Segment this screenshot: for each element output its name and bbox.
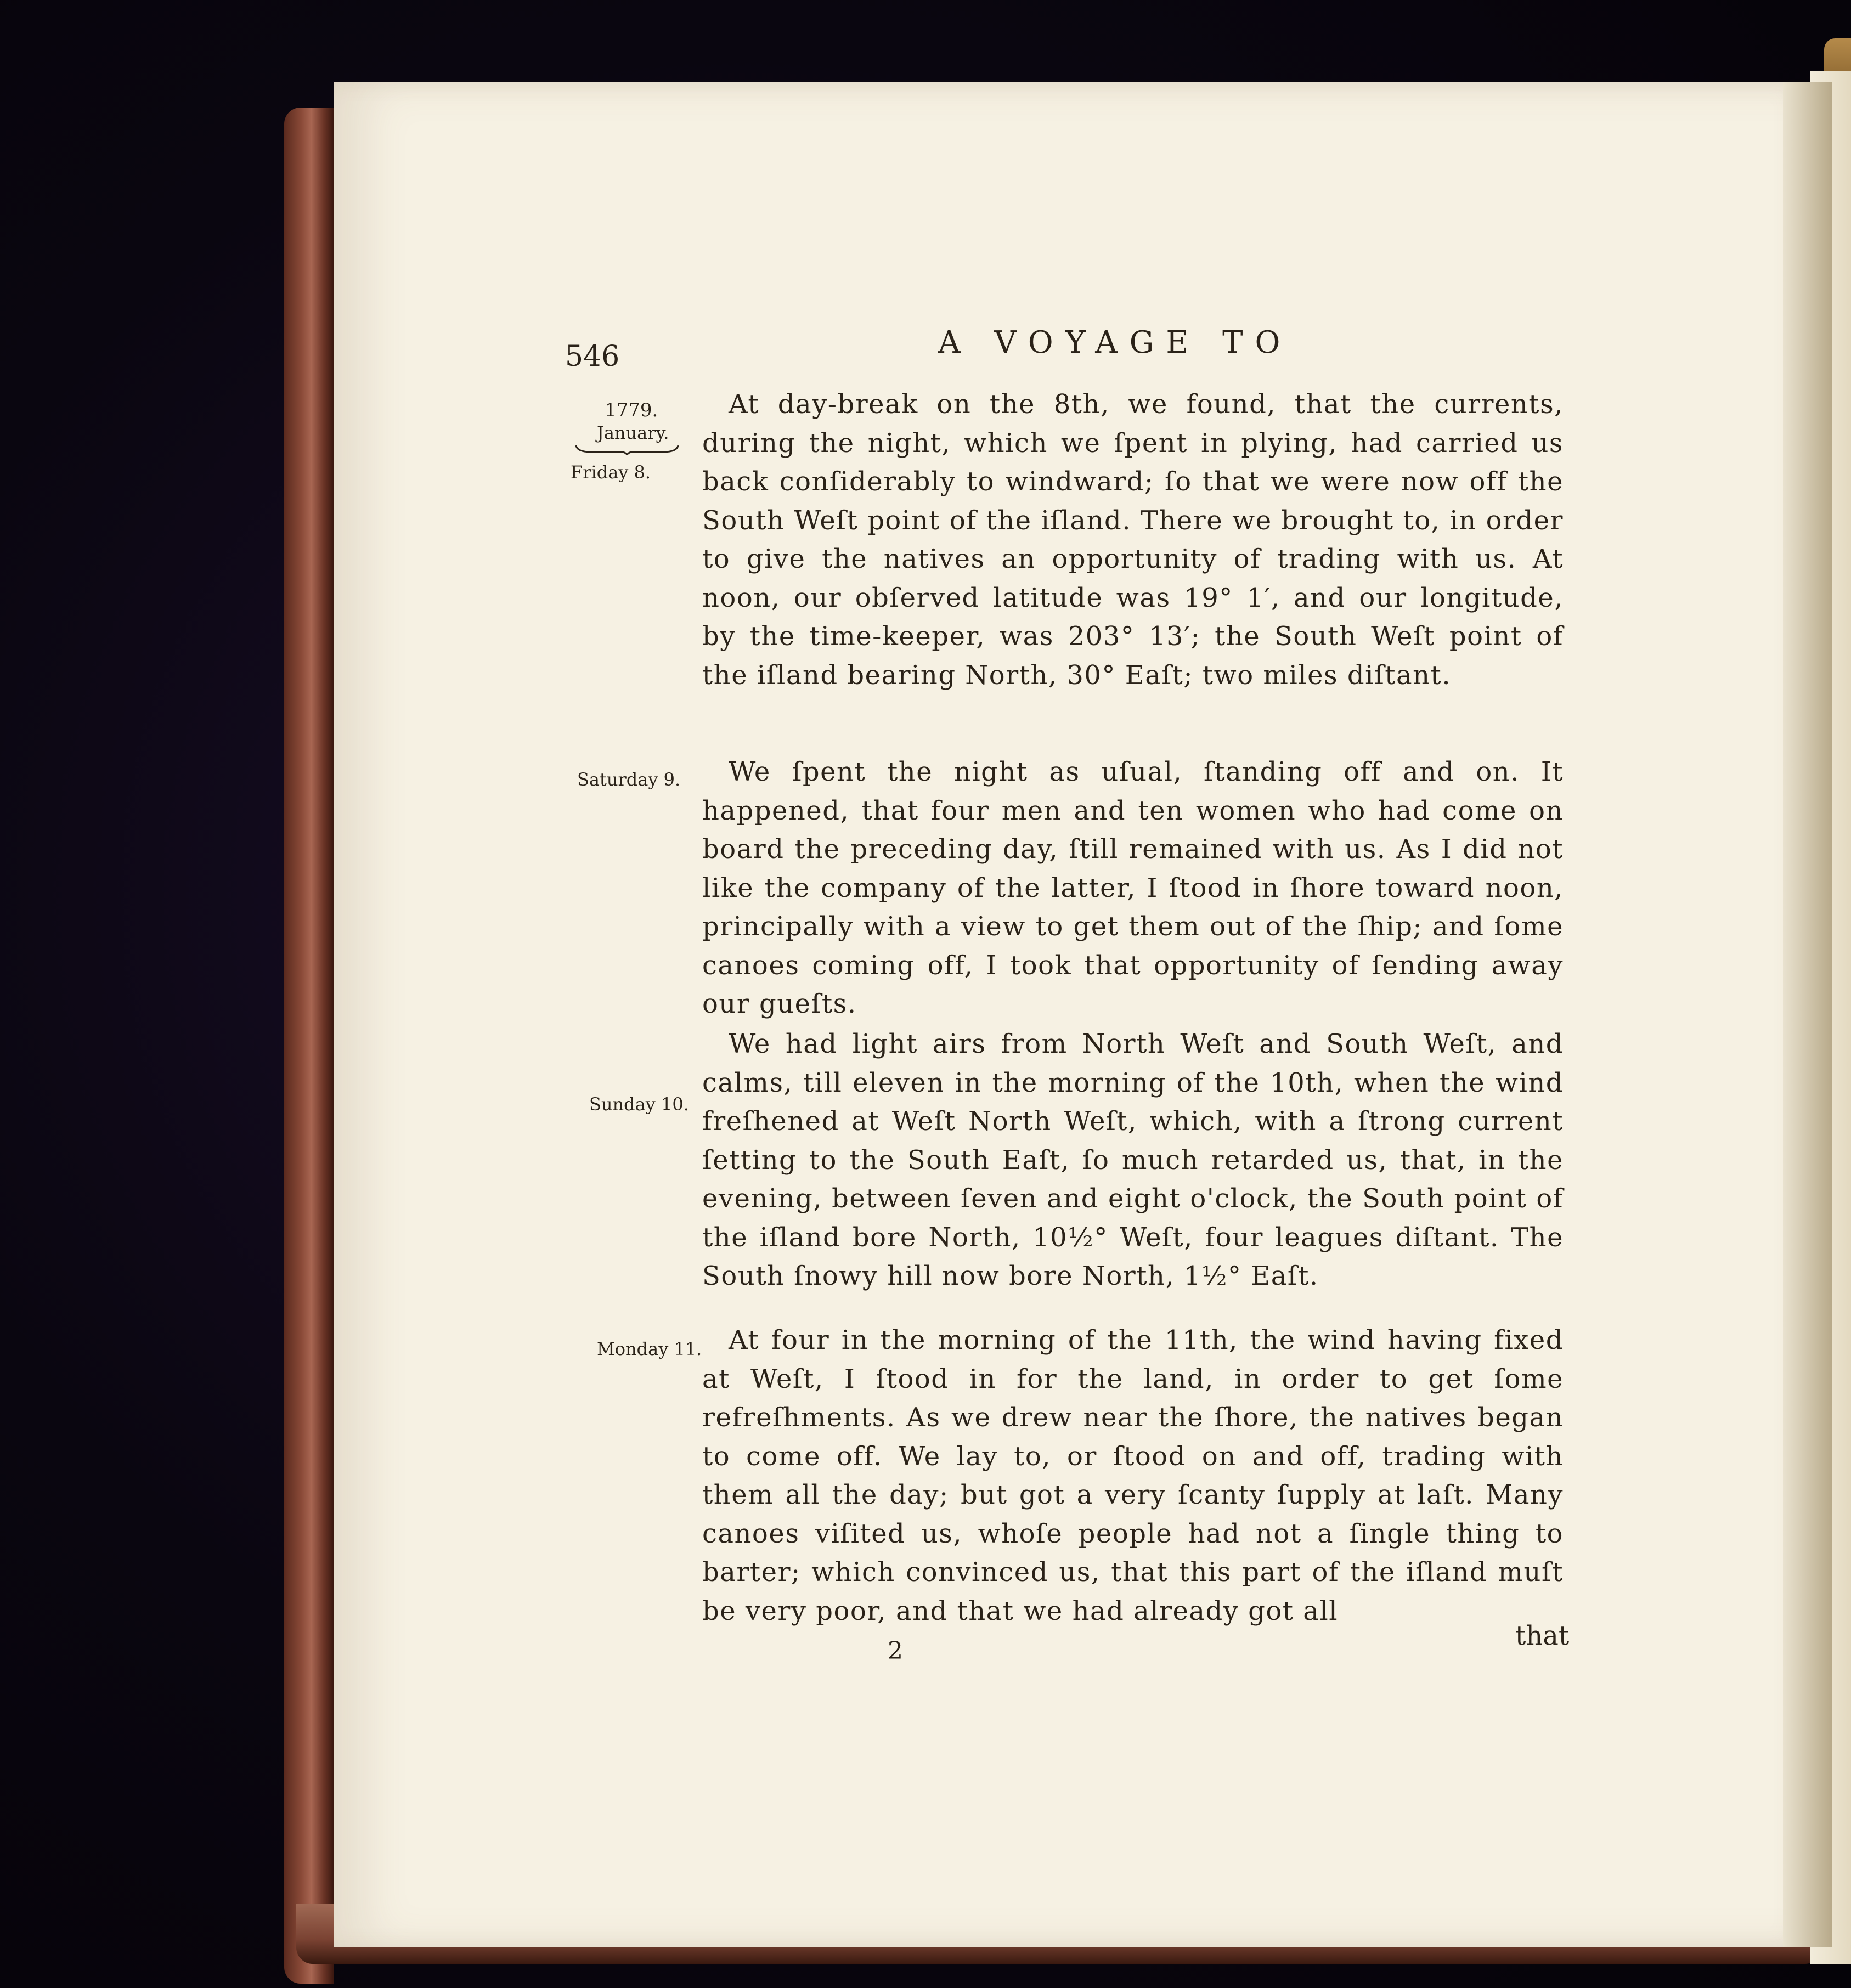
margin-friday: Friday 8. bbox=[571, 462, 651, 483]
margin-brace bbox=[575, 443, 679, 455]
paragraph: At four in the morning of the 11th, the wind having fixed at Weſt, I ſtood in for the land, in order to get ſome refreſhments. As we drew near the ſhore, the natives began to come off. We lay to, or ſtood on and off, trading with them all the day; but got a very ſcanty ſupply at laſt. Many canoes viſited us, whoſe people had not a ſingle thing to barter; which convinced us, that this part of the iſland muſt be very poor, and that we had already got all bbox=[702, 1325, 1564, 1626]
margin-sunday: Sunday 10. bbox=[589, 1094, 689, 1115]
paragraph: We ſpent the night as uſual, ſtanding off and on. It happened, that four men and ten women who had come on board the preceding day, ſtill remained with us. As I did not like the company of the latter, I ſtood in ſhore toward noon, principally with a view to get them out of the ſhip; and ſome canoes coming off, I took that opportunity of ſending away our gueſts. bbox=[702, 756, 1564, 1019]
paragraph: We had light airs from North Weſt and South Weſt, and calms, till eleven in the morning of the 10th, when the wind freſhened at Weſt North Weſt, which, with a ſtrong current ſetting to the South Eaſt, ſo much retarded us, that, in the evening, between ſeven and eight o'clock, the South point of the iſland bore North, 10½° Weſt, four leagues diſtant. The South ſnowy hill now bore North, 1½° Eaſt. bbox=[702, 1029, 1564, 1291]
page-number: 546 bbox=[565, 340, 620, 373]
catchword: that bbox=[1515, 1620, 1570, 1651]
signature-mark: 2 bbox=[888, 1637, 903, 1665]
paragraph: At day-break on the 8th, we found, that the currents, during the night, which we ſpent in plying, had carried us back conſiderably to windward; ſo that we were now off the South Weſt point of the iſland. There we brought to, in order to give the natives an opportunity of trading with us. At noon, our obſerved latitude was 19° 1′, and our longitude, by the time-keeper, was 203° 13′; the South Weſt point of the iſland bearing North, 30° Eaſt; two miles diſtant. bbox=[702, 389, 1564, 691]
leather-binding bbox=[284, 108, 334, 1984]
margin-year: 1779. bbox=[605, 399, 658, 421]
margin-saturday: Saturday 9. bbox=[577, 769, 681, 790]
margin-monday: Monday 11. bbox=[597, 1338, 702, 1359]
margin-month: January. bbox=[597, 422, 669, 443]
running-head: A VOYAGE TO bbox=[938, 325, 1293, 360]
page-gutter bbox=[1783, 82, 1832, 1947]
